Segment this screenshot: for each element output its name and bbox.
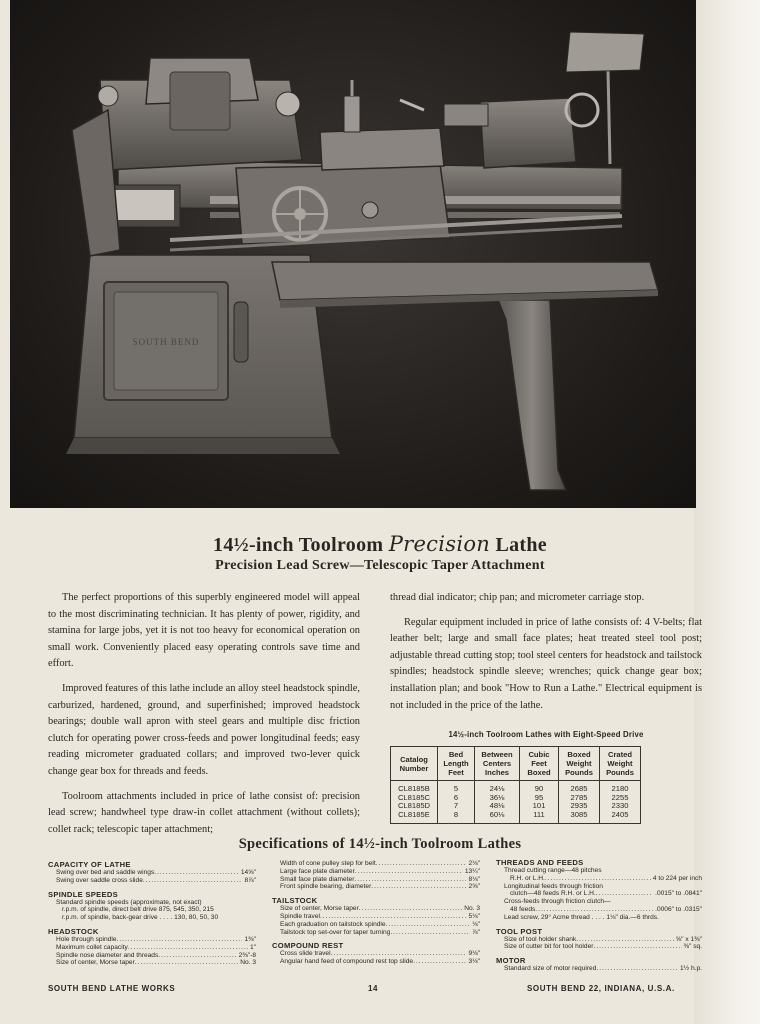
- spec-line: [272, 860, 480, 868]
- col-header-between-centers: Between Centers Inches: [475, 747, 520, 781]
- specifications-title: Specifications of 14½-inch Toolroom Lathes: [238, 836, 522, 852]
- table-cell: 5: [438, 781, 475, 794]
- spec-line: [496, 890, 702, 898]
- spec-value: 3⅛": [468, 958, 480, 966]
- col-header-catalog: Catalog Number: [391, 747, 438, 781]
- spec-value: 1½ h.p.: [680, 965, 702, 973]
- leader-dots: [596, 890, 653, 898]
- table-cell: CL8185C: [391, 794, 438, 803]
- spec-value: No. 3: [240, 959, 256, 967]
- spec-line: [496, 936, 702, 944]
- spec-label: Swing over bed and saddle wings: [56, 869, 155, 876]
- spec-text-line: Cross-feeds through friction clutch—: [504, 898, 611, 906]
- spec-value: 2⅜"-8: [238, 951, 256, 959]
- spec-label: Hole through spindle: [56, 935, 117, 943]
- spec-section-heading: THREADS AND FEEDS: [496, 858, 584, 867]
- spec-line: [272, 905, 480, 913]
- spec-value: .0006" to .0315": [655, 905, 702, 913]
- leader-dots: [593, 943, 681, 951]
- leader-dots: [158, 952, 236, 960]
- spec-section-heading: TAILSTOCK: [272, 896, 318, 906]
- table-cell: CL8185D: [391, 802, 438, 811]
- spec-line: [272, 868, 480, 876]
- spec-value: 14⅝": [240, 869, 256, 876]
- spec-section-heading: CAPACITY OF LATHE: [48, 860, 131, 869]
- spec-label: Large face plate diameter: [280, 867, 355, 875]
- spec-section-heading: HEADSTOCK: [48, 926, 99, 936]
- spec-label: Cross slide travel: [280, 950, 331, 958]
- leader-dots: [596, 965, 678, 973]
- table-cell: 2405: [600, 811, 641, 824]
- col-header-boxed-weight: Boxed Weight Pounds: [559, 747, 600, 781]
- spec-label: R.H. or L.H.: [510, 874, 545, 882]
- spec-text-line: r.p.m. of spindle, direct belt drive 875, 545, 350, 215: [62, 906, 214, 914]
- spec-label: Tailstock top set-over for taper turning: [280, 928, 391, 936]
- spec-line: [496, 965, 702, 973]
- leader-dots: [386, 921, 471, 929]
- spec-line: [272, 929, 480, 937]
- spec-value: 8⅛": [468, 875, 480, 883]
- title-post: Lathe: [495, 534, 547, 556]
- spec-label: Width of cone pulley step for belt: [280, 860, 376, 867]
- table-cell: 3085: [559, 811, 600, 824]
- leader-dots: [355, 868, 463, 876]
- spec-value: ⅝" x 1⅜": [675, 935, 702, 943]
- spec-line: [272, 950, 480, 958]
- leader-dots: [576, 936, 673, 944]
- spec-label: Spindle nose diameter and threads: [56, 951, 159, 959]
- spec-label: Standard size of motor required: [504, 965, 597, 973]
- table-cell: CL8185E: [391, 811, 438, 824]
- table-caption: 14½-inch Toolroom Lathes with Eight-Speed Drive: [448, 730, 644, 739]
- spec-line: [496, 875, 702, 883]
- table-cell: 2330: [600, 802, 641, 811]
- spec-label: Each graduation on tailstock spindle: [280, 920, 386, 928]
- spec-text-line: Thread cutting range—48 pitches: [504, 867, 602, 874]
- body-column-left: [48, 590, 360, 846]
- col-header-bed-length: Bed Length Feet: [438, 747, 475, 781]
- leader-dots: [116, 936, 242, 944]
- leader-dots: [143, 877, 243, 885]
- table-cell: 101: [520, 802, 559, 811]
- leader-dots: [535, 906, 653, 914]
- spec-label: Spindle travel: [280, 912, 320, 920]
- page-number: 14: [368, 984, 379, 993]
- table-header-row: [391, 747, 641, 781]
- spec-value: ⅞": [472, 928, 480, 936]
- table-cell: 2935: [559, 802, 600, 811]
- spec-label: Size of cutter bit for tool holder: [504, 943, 594, 951]
- spec-section-heading: TOOL POST: [496, 926, 543, 936]
- spec-line: [48, 869, 256, 877]
- spec-label: Small face plate diameter: [280, 875, 355, 883]
- spec-label: 48 feeds: [510, 905, 536, 913]
- body-paragraph: Toolroom attachments included in price of lathe consist of: precision lead screw; handwheel type draw-in collet attachment (without collets); collet rack; telescopic taper attachment;: [48, 790, 360, 835]
- spec-label: Maximum collet capacity: [56, 943, 128, 951]
- spec-column-3: [496, 858, 702, 973]
- table-cell: 24⅛: [475, 781, 520, 794]
- spec-line: [48, 944, 256, 952]
- leader-dots: [376, 860, 467, 868]
- page-title: [0, 532, 760, 557]
- spec-line: [272, 921, 480, 929]
- nameplate-text: SOUTH BEND: [132, 337, 200, 347]
- table-cell: 2255: [600, 794, 641, 803]
- spec-value: 1⅜": [244, 935, 256, 943]
- table-cell: 2685: [559, 781, 600, 794]
- spec-line: [272, 883, 480, 891]
- spec-value: 2⅛": [468, 860, 480, 867]
- spec-line: [272, 958, 480, 966]
- spec-line: [48, 952, 256, 960]
- spec-label: Swing over saddle cross slide: [56, 876, 143, 884]
- lathe-photo: [10, 0, 696, 508]
- table-cell: 7: [438, 802, 475, 811]
- leader-dots: [135, 959, 238, 967]
- spec-label: Front spindle bearing, diameter: [280, 883, 372, 891]
- spec-column-1: [48, 860, 256, 967]
- spec-value: 8⅞": [244, 876, 256, 884]
- leader-dots: [390, 929, 470, 937]
- spec-line: [496, 943, 702, 951]
- spec-value: No. 3: [464, 905, 480, 913]
- spec-value: ⅜" sq.: [683, 943, 702, 951]
- spec-value: 4 to 224 per inch: [652, 874, 702, 882]
- table-cell: CL8185B: [391, 781, 438, 794]
- spec-label: Size of tool holder shank: [504, 935, 577, 943]
- table-cell: 95: [520, 794, 559, 803]
- leader-dots: [354, 876, 466, 884]
- spec-label: Size of center, Morse taper: [56, 959, 135, 967]
- body-paragraph: Regular equipment included in price of lathe consists of: 4 V-belts; flat leather belt; large and small face plates; heat treated steel tool post; adjustable thread cutting stop; tool steel centers for headstock and tailstock spindles; headstock spindle sleeve; wrenches; quick change gear box; installation plan; and book "How to Run a Lathe." Electrical equipment is not included in the price of the lathe.: [390, 616, 702, 711]
- col-header-cubic-feet: Cubic Feet Boxed: [520, 747, 559, 781]
- page-subtitle: Precision Lead Screw—Telescopic Taper Attachment: [215, 558, 545, 573]
- spec-value: 13¼": [464, 867, 480, 875]
- leader-dots: [128, 944, 248, 952]
- table-row: [391, 781, 641, 794]
- spec-section-heading: COMPOUND REST: [272, 941, 344, 951]
- spec-line: [272, 876, 480, 884]
- leader-dots: [413, 958, 466, 966]
- spec-value: ⅛": [472, 920, 480, 928]
- leader-dots: [154, 869, 239, 877]
- col-header-crated-weight: Crated Weight Pounds: [600, 747, 641, 781]
- spec-line: [496, 906, 702, 914]
- spec-section-heading: MOTOR: [496, 956, 526, 966]
- body-paragraph: thread dial indicator; chip pan; and micrometer carriage stop.: [390, 592, 645, 603]
- leader-dots: [545, 875, 651, 883]
- table-cell: 8: [438, 811, 475, 824]
- lathe-illustration: [10, 0, 696, 508]
- spec-value: .0015" to .0841": [655, 890, 702, 898]
- spec-text-line: Longitudinal feeds through friction: [504, 882, 603, 890]
- body-column-right: [390, 590, 702, 722]
- table-cell: 48⅛: [475, 802, 520, 811]
- footer-address: SOUTH BEND 22, INDIANA, U.S.A.: [527, 984, 675, 993]
- leader-dots: [320, 913, 467, 921]
- title-pre: 14½-inch Toolroom: [213, 534, 384, 556]
- leader-dots: [359, 905, 462, 913]
- spec-value: 9⅛": [468, 950, 480, 958]
- table-cell: 36⅛: [475, 794, 520, 803]
- lathe-models-table: [390, 746, 641, 824]
- spec-text-line: Lead screw, 29° Acme thread . . . . 1⅛" dia.—6 thrds.: [504, 913, 659, 921]
- footer-company: SOUTH BEND LATHE WORKS: [48, 984, 176, 993]
- spec-text-line: r.p.m. of spindle, back-gear drive . . . . 130, 80, 50, 30: [62, 914, 219, 922]
- body-paragraph: Improved features of this lathe include an alloy steel headstock spindle, carburized, hardened, ground, and superfinished; improved headstock bearings; double wall apron with steel gears and multiple disc friction clutch for operating power cross-feeds and power longitudinal feeds; easy reading micrometer graduated collars; and improved two-lever quick change gear box for threads and feeds.: [48, 682, 360, 777]
- spec-text-line: Standard spindle speeds (approximate, not exact): [56, 898, 202, 906]
- leader-dots: [371, 883, 466, 891]
- spec-column-2: [272, 860, 480, 966]
- spec-label: clutch—48 feeds R.H. or L.H.: [510, 890, 596, 898]
- spec-section-heading: SPINDLE SPEEDS: [48, 889, 119, 899]
- spec-value: 2⅝": [468, 883, 480, 891]
- table-cell: 6: [438, 794, 475, 803]
- title-script-word: Precision: [388, 532, 491, 556]
- body-paragraph: The perfect proportions of this superbly engineered model will appeal to the most discriminating technician. It has plenty of power, rigidity, and stamina for large jobs, yet it is not too heavy for economical operation on small work. Conveniently placed easy operating controls save time and effort.: [48, 592, 360, 670]
- table-cell: 2785: [559, 794, 600, 803]
- spec-line: [272, 913, 480, 921]
- spec-line: [48, 959, 256, 967]
- spec-label: Size of center, Morse taper: [280, 905, 359, 913]
- table-cell: 2180: [600, 781, 641, 794]
- page-edge: [694, 0, 760, 1024]
- spec-line: [48, 877, 256, 885]
- table-cell: 90: [520, 781, 559, 794]
- spec-value: 1": [249, 943, 256, 951]
- table-cell: 111: [520, 811, 559, 824]
- spec-line: [48, 936, 256, 944]
- spec-value: 5⅛": [468, 912, 480, 920]
- leader-dots: [331, 950, 467, 958]
- table-cell: 60⅛: [475, 811, 520, 824]
- table-row: [391, 811, 641, 824]
- spec-label: Angular hand feed of compound rest top slide: [280, 958, 414, 966]
